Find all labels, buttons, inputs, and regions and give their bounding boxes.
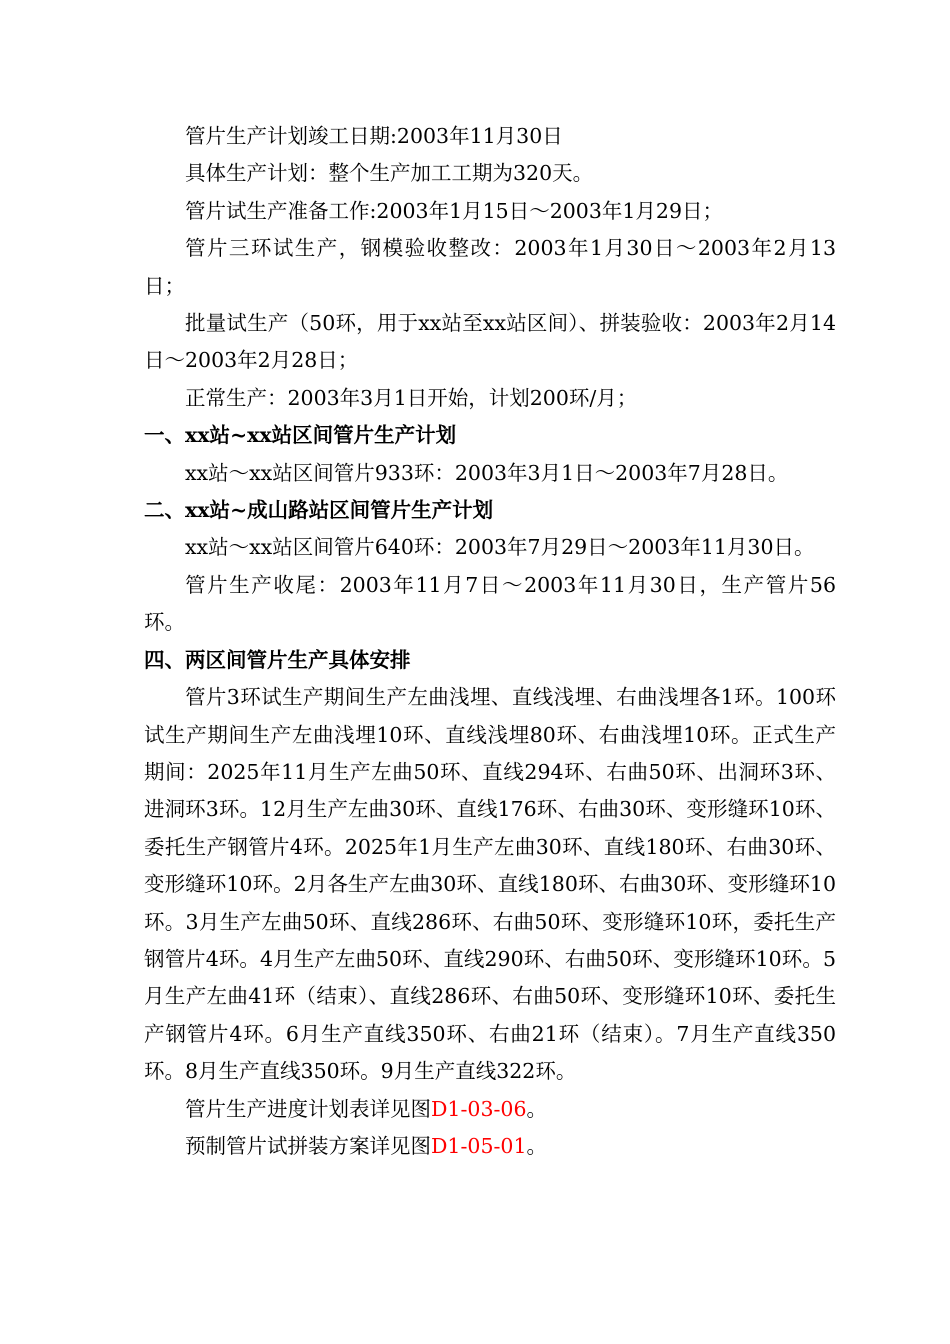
section-1-body: xx站～xx站区间管片933环：2003年3月1日～2003年7月28日。 — [185, 460, 789, 485]
drawing-link-d1-03-06[interactable]: D1-03-06 — [431, 1096, 527, 1121]
section-heading-2: 二、xx站~成山路站区间管片生产计划 — [144, 498, 494, 523]
normal-production-line: 正常生产：2003年3月1日开始，计划200环/月； — [185, 385, 638, 410]
assembly-reference-line — [144, 1128, 836, 1165]
assembly-reference-end: 。 — [526, 1133, 548, 1158]
drawing-link-d1-05-01[interactable]: D1-05-01 — [431, 1133, 527, 1158]
section-heading-1: 一、xx站~xx站区间管片生产计划 — [144, 423, 457, 448]
batch-trial-line: 批量试生产（50环，用于xx站至xx站区间）、拼装验收：2003年2月14日～2003年2月28日； — [144, 311, 836, 373]
production-plan-line: 具体生产计划：整个生产加工工期为320天。 — [185, 161, 594, 186]
completion-date-line: 管片生产计划竣工日期:2003年11月30日 — [185, 124, 563, 148]
assembly-reference-text: 预制管片试拼装方案详见图 — [185, 1133, 431, 1158]
section-heading-4: 四、两区间管片生产具体安排 — [144, 647, 411, 672]
three-ring-trial-line: 管片三环试生产，钢模验收整改：2003年1月30日～2003年2月13日； — [144, 236, 836, 298]
schedule-reference-line — [144, 1091, 836, 1128]
schedule-reference-end: 。 — [526, 1096, 548, 1121]
schedule-reference-text: 管片生产进度计划表详见图 — [185, 1096, 431, 1121]
section-2-body: xx站～xx站区间管片640环：2003年7月29日～2003年11月30日。 — [185, 535, 815, 560]
trial-preparation-line: 管片试生产准备工作:2003年1月15日～2003年1月29日； — [185, 198, 724, 223]
production-closeout-line: 管片生产收尾：2003年11月7日～2003年11月30日，生产管片56环。 — [144, 572, 836, 635]
section-4-body: 管片3环试生产期间生产左曲浅埋、直线浅埋、右曲浅埋各1环。100环试生产期间生产左曲浅埋10环、直线浅埋80环、右曲浅埋10环。正式生产期间：2025年11月生产左曲50环、直线294环、右曲50环、出洞环3环、进洞环3环。12月生产左曲30环、直线176环、右曲30环、变形缝环10环、委托生产钢管片4环。2025年1月生产左曲30环、直线180环、右曲30环、变形缝环10环。2月各生产左曲30环、直线180环、右曲30环、变形缝环10环。3月生产左曲50环、直线286环、右曲50环、变形缝环10环，委托生产钢管片4环。4月生产左曲50环、直线290环、右曲50环、变形缝环10环。5月生产左曲41环（结束）、直线286环、右曲50环、变形缝环10环、委托生产钢管片4环。6月生产直线350环、右曲21环（结束）。7月生产直线350环。8月生产直线350环。9月生产直线322环。 — [144, 685, 836, 1084]
document-body — [144, 118, 836, 1165]
